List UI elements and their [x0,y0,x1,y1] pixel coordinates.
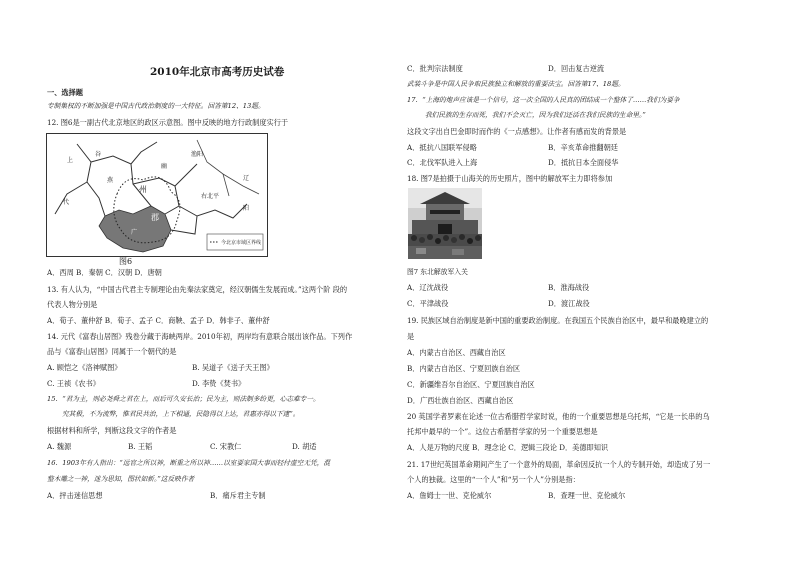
map-label: 右北平 [201,193,220,200]
q17-stem-2: 我们民族的生存而死，我们不会灭亡，因为我们还活在我们民族的生命里。” [425,111,646,119]
q19-option-b: B．内蒙古自治区、宁夏回族自治区 [407,364,521,373]
q15-option-b: B. 王韬 [128,442,153,451]
q21-option-a: A．詹姆士一世、克伦威尔 [407,491,492,500]
q14-option-d: D. 李贽《焚书》 [192,379,246,388]
map-label: 阳 [243,205,250,212]
intro-q12-13: 专制集权的不断加强是中国古代政治制度的一大特征。回答第12、13题。 [47,102,265,110]
q16-option-c: C．批判宗法制度 [407,64,463,73]
map-boundary [197,140,259,194]
q20-options: A．人是万物的尺度 B．理念论 C．逻辑三段论 D．美德即知识 [407,443,609,452]
q19-stem-2: 是 [407,332,415,341]
q18-stem: 18. 图7是拍摄于山海关的历史照片，图中的解放军主力即将参加 [407,174,613,183]
figure-6-map [46,133,268,257]
map-label: 幽 [161,163,168,170]
q19-stem: 19. 民族区域自治制度是新中国的重要政治制度。在我国五个民族自治区中，最早和最晚建立的 [407,316,709,325]
q14-stem-1: 14. 元代《富春山居图》残卷分藏于海峡两岸。2010年初，两岸均有意联合展出该作品。下列作 [47,332,353,341]
q21-option-b: B．查理一世、克伦威尔 [548,491,626,500]
map-boundary [179,204,250,218]
q18-option-b: B．淮海战役 [548,283,590,292]
q20-stem-2: 托邦中最早的一个”。这位古希腊哲学家的另一个重要思想是 [407,427,598,436]
map-label: 郡 [151,213,159,222]
map-boundary [165,186,179,214]
q21-stem-2: 个人的独裁。这里的“一个人”和“另一个人”分别是指： [407,475,580,484]
q12-stem: 12. 图6是一副古代北京地区的政区示意图。图中反映的地方行政制度实行于 [47,118,289,127]
map-boundary [55,182,87,214]
q15-option-c: C. 宋教仁 [210,442,242,451]
q16-option-b: B．痛斥君主专制 [210,491,266,500]
q13-stem-1: 13. 有人认为，“中国古代君主专制理论由先秦法家奠定，经汉朝儒生发展而成。”这两个阶 段的 [47,285,348,294]
q18-option-d: D．渡江战役 [548,299,590,308]
q16-option-d: D．回击复古逆流 [548,64,605,73]
page-title: 2010年北京市高考历史试卷 [150,66,285,78]
q19-option-a: A．内蒙古自治区、西藏自治区 [407,348,506,357]
map-legend-text: 今北京市域区界线 [221,240,262,246]
q17-option-d: D．抵抗日本全面侵华 [548,158,619,167]
q17-stem-3: 这段文字出自巴金即时而作的《一点感想》。让作者有感而发的背景是 [407,127,627,136]
q15-stem-1: 15．“君为主，则必尧舜之君在上，而后可久安长治；民为主，则法制多纷更，心志难专一。 [47,395,320,403]
figure-7-photo [408,188,482,259]
figure-6-caption: 图6 [119,257,133,266]
q19-option-d: D．广西壮族自治区、西藏自治区 [407,396,514,405]
photo-svg [408,188,482,259]
q15-option-d: D. 胡适 [292,442,317,451]
q16-stem-1: 16．1903年有人指出：“远官之所以神，断重之所以神……以室要家国大事而轻付虚空无凭，混 [47,459,331,467]
q16-stem-2: 整木雕之一神，迷为思知，图状如新。”这反映作者 [47,475,195,483]
q13-options: A．荀子、董仲舒 B．荀子、孟子 C．商鞅、孟子 D．韩非子、董仲舒 [47,316,270,325]
q21-stem-1: 21. 17世纪英国革命期间产生了一个意外的局面，革命因反抗一个人的专制开始，却造成了另一 [407,460,711,469]
q17-option-c: C．北伐军队进入上海 [407,158,478,167]
map-boundary [171,216,197,234]
map-label: 渔阳 [191,151,204,158]
q17-option-a: A．抵抗八国联军侵略 [407,143,477,152]
q14-option-a: A. 顾恺之《洛神赋图》 [47,363,122,372]
q18-option-a: A．辽沈战役 [407,283,449,292]
q17-stem-1: 17．“上海的炮声应该是一个信号，这一次全国的人民真的团结成一个整体了……我们为要争 [407,96,680,104]
map-label: 燕 [107,177,114,184]
map-label: 州 [139,185,147,194]
q16-option-a: A．抨击迷信思想 [47,491,103,500]
q13-stem-2: 代表人物分别是 [47,300,98,309]
q18-option-c: C．平津战役 [407,299,449,308]
q14-option-c: C. 王祯《农书》 [47,379,100,388]
intro-q17-18: 武装斗争是中国人民争取民族独立和解放的重要法宝。回答第17、18题。 [407,80,625,88]
figure-7-caption: 图7 东北解放军入关 [407,268,468,276]
q14-stem-2: 品与《富春山居图》同属于一个朝代的是 [47,347,177,356]
q12-options: A．西周 B．秦朝 C．汉朝 D．唐朝 [47,268,162,277]
q15-option-a: A. 魏源 [47,442,72,451]
section-heading: 一、选择题 [47,88,83,97]
map-svg [47,134,267,256]
q17-option-b: B．辛亥革命推翻朝廷 [548,143,618,152]
map-label: 上 [67,157,74,164]
q19-option-c: C．新疆维吾尔自治区、宁夏回族自治区 [407,380,535,389]
map-label: 广 [131,229,138,236]
q15-stem-2: 究其极，不为流弊，惟君民共治，上下相通，民隐得以上达，君惠亦得以下逮”。 [62,410,300,418]
q20-stem-1: 20 英国学者罗素在论述一位古希腊哲学家时说，他的一个重要思想是乌托邦，“它是一长串的乌 [407,412,710,421]
map-label: 谷 [95,151,102,158]
q14-option-b: B. 吴道子《送子天王图》 [192,363,274,372]
map-label: 辽 [243,175,250,182]
q15-stem-3: 根据材料和所学，判断这段文字的作者是 [47,426,177,435]
map-label: 代 [63,199,70,206]
